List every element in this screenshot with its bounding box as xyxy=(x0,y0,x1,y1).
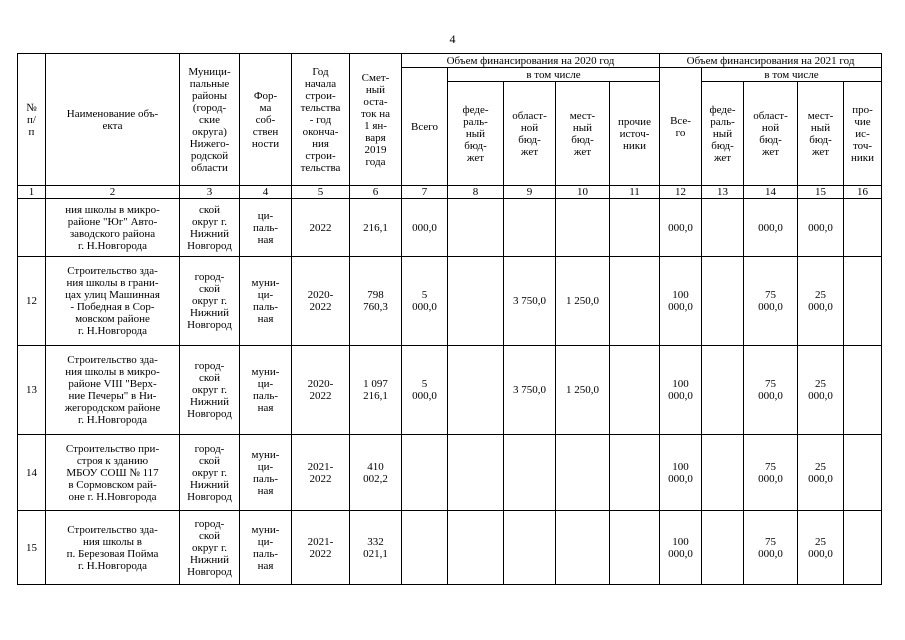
header-financing-2021: Объем финансирования на 2021 год xyxy=(660,54,882,68)
district: город- ской округ г. Нижний Новгород xyxy=(180,435,240,511)
other-2020 xyxy=(610,511,660,585)
years: 2021- 2022 xyxy=(292,435,350,511)
header-including-2020: в том числе xyxy=(448,68,660,82)
regional-2020 xyxy=(504,199,556,257)
object-name: Строительство при- строя к зданию МБОУ СОШ № 117 в Сормовском рай- оне г. Н.Новгорода xyxy=(46,435,180,511)
table-row xyxy=(18,257,882,346)
table-row xyxy=(18,199,882,257)
years: 2021- 2022 xyxy=(292,511,350,585)
other-2021 xyxy=(844,199,882,257)
column-index: 10 xyxy=(556,186,610,199)
total-2020 xyxy=(402,511,448,585)
federal-2021 xyxy=(702,435,744,511)
header-cost-remainder: Смет- ный оста- ток на 1 ян- варя 2019 года xyxy=(350,54,402,186)
total-2021: 100 000,0 xyxy=(660,511,702,585)
financing-table xyxy=(17,53,882,585)
regional-2021: 75 000,0 xyxy=(744,435,798,511)
federal-2021 xyxy=(702,511,744,585)
other-2021 xyxy=(844,346,882,435)
column-index: 7 xyxy=(402,186,448,199)
header-total-2021: Все- го xyxy=(660,68,702,186)
cost-remainder: 216,1 xyxy=(350,199,402,257)
federal-2020 xyxy=(448,511,504,585)
ownership: муни- ци- паль- ная xyxy=(240,257,292,346)
local-2021: 25 000,0 xyxy=(798,346,844,435)
header-regional-2021: област- ной бюд- жет xyxy=(744,82,798,186)
column-index: 12 xyxy=(660,186,702,199)
total-2020 xyxy=(402,435,448,511)
total-2021: 000,0 xyxy=(660,199,702,257)
column-index: 3 xyxy=(180,186,240,199)
federal-2020 xyxy=(448,346,504,435)
row-num: 13 xyxy=(18,346,46,435)
district: город- ской округ г. Нижний Новгород xyxy=(180,257,240,346)
column-index: 14 xyxy=(744,186,798,199)
header-local-2020: мест- ный бюд- жет xyxy=(556,82,610,186)
ownership: ци- паль- ная xyxy=(240,199,292,257)
cost-remainder: 332 021,1 xyxy=(350,511,402,585)
header-ownership: Фор- ма соб- ствен ности xyxy=(240,54,292,186)
header-district: Муници- пальные районы (город- ские округа) Нижего- родской области xyxy=(180,54,240,186)
regional-2021: 000,0 xyxy=(744,199,798,257)
column-index: 1 xyxy=(18,186,46,199)
column-index: 13 xyxy=(702,186,744,199)
years: 2022 xyxy=(292,199,350,257)
object-name: Строительство зда- ния школы в п. Березовая Пойма г. Н.Новгорода xyxy=(46,511,180,585)
other-2020 xyxy=(610,257,660,346)
federal-2021 xyxy=(702,199,744,257)
header-federal-2021: феде- раль- ный бюд- жет xyxy=(702,82,744,186)
federal-2020 xyxy=(448,199,504,257)
header-including-2021: в том числе xyxy=(702,68,882,82)
header-other-2021: про- чие ис- точ- ники xyxy=(844,82,882,186)
regional-2020: 3 750,0 xyxy=(504,257,556,346)
federal-2021 xyxy=(702,346,744,435)
header-local-2021: мест- ный бюд- жет xyxy=(798,82,844,186)
local-2020: 1 250,0 xyxy=(556,257,610,346)
other-2020 xyxy=(610,346,660,435)
table-row xyxy=(18,346,882,435)
header-federal-2020: феде- раль- ный бюд- жет xyxy=(448,82,504,186)
object-name: Строительство зда- ния школы в микро- районе VIII "Верх- ние Печеры" в Ни- жегородском районе г. Н.Новгорода xyxy=(46,346,180,435)
district: город- ской округ г. Нижний Новгород xyxy=(180,346,240,435)
regional-2020 xyxy=(504,435,556,511)
years: 2020- 2022 xyxy=(292,346,350,435)
column-index: 9 xyxy=(504,186,556,199)
federal-2020 xyxy=(448,257,504,346)
column-index: 15 xyxy=(798,186,844,199)
local-2021: 000,0 xyxy=(798,199,844,257)
column-index: 2 xyxy=(46,186,180,199)
column-index: 4 xyxy=(240,186,292,199)
column-index: 11 xyxy=(610,186,660,199)
column-index-row xyxy=(18,186,882,199)
other-2021 xyxy=(844,435,882,511)
ownership: муни- ци- паль- ная xyxy=(240,346,292,435)
local-2021: 25 000,0 xyxy=(798,257,844,346)
row-num: 12 xyxy=(18,257,46,346)
regional-2021: 75 000,0 xyxy=(744,511,798,585)
header-regional-2020: област- ной бюд- жет xyxy=(504,82,556,186)
header-financing-2020: Объем финансирования на 2020 год xyxy=(402,54,660,68)
years: 2020- 2022 xyxy=(292,257,350,346)
page-number: 4 xyxy=(449,32,456,46)
object-name: Строительство зда- ния школы в грани- цах улиц Машинная - Победная в Сор- мовском районе г. Н.Новгорода xyxy=(46,257,180,346)
header-years: Год начала строи- тельства - год оконча- ния строи- тельства xyxy=(292,54,350,186)
local-2020 xyxy=(556,511,610,585)
total-2021: 100 000,0 xyxy=(660,346,702,435)
table-row xyxy=(18,511,882,585)
other-2021 xyxy=(844,257,882,346)
local-2020 xyxy=(556,199,610,257)
row-num xyxy=(18,199,46,257)
column-index: 16 xyxy=(844,186,882,199)
total-2021: 100 000,0 xyxy=(660,257,702,346)
federal-2020 xyxy=(448,435,504,511)
cost-remainder: 1 097 216,1 xyxy=(350,346,402,435)
federal-2021 xyxy=(702,257,744,346)
header-num: № п/ п xyxy=(18,54,46,186)
local-2021: 25 000,0 xyxy=(798,511,844,585)
total-2020: 5 000,0 xyxy=(402,257,448,346)
district: ской округ г. Нижний Новгород xyxy=(180,199,240,257)
regional-2020 xyxy=(504,511,556,585)
other-2020 xyxy=(610,199,660,257)
ownership: муни- ци- паль- ная xyxy=(240,435,292,511)
total-2020: 000,0 xyxy=(402,199,448,257)
local-2021: 25 000,0 xyxy=(798,435,844,511)
column-index: 5 xyxy=(292,186,350,199)
total-2020: 5 000,0 xyxy=(402,346,448,435)
other-2020 xyxy=(610,435,660,511)
header-object-name: Наименование объ- екта xyxy=(46,54,180,186)
row-num: 15 xyxy=(18,511,46,585)
column-index: 8 xyxy=(448,186,504,199)
header-total-2020: Всего xyxy=(402,68,448,186)
local-2020 xyxy=(556,435,610,511)
regional-2021: 75 000,0 xyxy=(744,257,798,346)
header-other-2020: прочие источ- ники xyxy=(610,82,660,186)
district: город- ской округ г. Нижний Новгород xyxy=(180,511,240,585)
regional-2020: 3 750,0 xyxy=(504,346,556,435)
total-2021: 100 000,0 xyxy=(660,435,702,511)
object-name: ния школы в микро- районе "Юг" Авто- заводского района г. Н.Новгорода xyxy=(46,199,180,257)
ownership: муни- ци- паль- ная xyxy=(240,511,292,585)
regional-2021: 75 000,0 xyxy=(744,346,798,435)
row-num: 14 xyxy=(18,435,46,511)
column-index: 6 xyxy=(350,186,402,199)
table-row xyxy=(18,435,882,511)
cost-remainder: 410 002,2 xyxy=(350,435,402,511)
cost-remainder: 798 760,3 xyxy=(350,257,402,346)
other-2021 xyxy=(844,511,882,585)
local-2020: 1 250,0 xyxy=(556,346,610,435)
